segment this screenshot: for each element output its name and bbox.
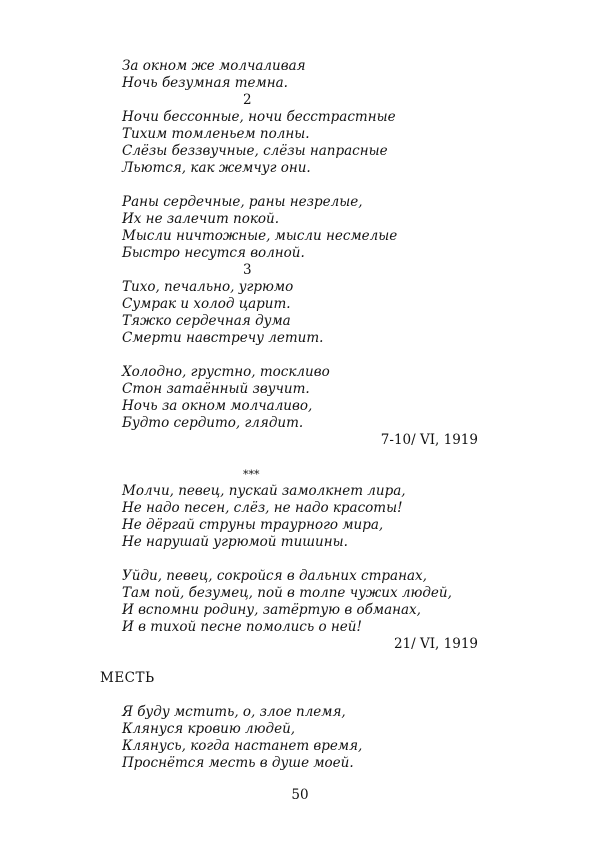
- verse-line: Смерти навстречу летит.: [122, 330, 324, 346]
- verse-line: Не надо песен, слёз, не надо красоты!: [122, 500, 403, 516]
- poem-date: 7-10/ VI, 1919: [380, 432, 478, 448]
- verse-line: Сумрак и холод царит.: [122, 296, 291, 312]
- section-number: 2: [243, 92, 252, 108]
- poem-title: МЕСТЬ: [100, 670, 155, 686]
- verse-line: Их не залечит покой.: [122, 211, 280, 227]
- verse-line: Слёзы беззвучные, слёзы напрасные: [122, 143, 388, 159]
- verse-line: Мысли ничтожные, мысли несмелые: [122, 228, 398, 244]
- verse-line: Молчи, певец, пускай замолкнет лира,: [122, 483, 406, 499]
- verse-line: Клянусь, когда настанет время,: [122, 738, 363, 754]
- poem-date: 21/ VI, 1919: [393, 636, 478, 652]
- verse-line: Тяжко сердечная дума: [122, 313, 291, 329]
- page-number: 50: [291, 787, 309, 803]
- verse-line: Ночь за окном молчаливо,: [122, 398, 313, 414]
- verse-line: Ночь безумная темна.: [122, 75, 288, 91]
- verse-line: Льются, как жемчуг они.: [122, 160, 311, 176]
- verse-line: Не дёргай струны траурного мира,: [122, 517, 384, 533]
- verse-line: Тихо, печально, угрюмо: [122, 279, 294, 295]
- verse-line: Будто сердито, глядит.: [122, 415, 304, 431]
- poem-separator: ***: [243, 468, 260, 481]
- verse-line: Там пой, безумец, пой в толпе чужих людей,: [122, 585, 452, 601]
- verse-line: Ночи бессонные, ночи бесстрастные: [122, 109, 396, 125]
- verse-line: Клянуся кровию людей,: [122, 721, 296, 737]
- verse-line: Быстро несутся волной.: [122, 245, 305, 261]
- verse-line: Не нарушай угрюмой тишины.: [122, 534, 348, 550]
- verse-line: Уйди, певец, сокройся в дальних странах,: [122, 568, 427, 584]
- verse-line: Раны сердечные, раны незрелые,: [122, 194, 363, 210]
- verse-line: И вспомни родину, затёртую в обманах,: [122, 602, 421, 618]
- verse-line: Стон затаённый звучит.: [122, 381, 310, 397]
- verse-line: Тихим томленьем полны.: [122, 126, 310, 142]
- verse-line: Холодно, грустно, тоскливо: [122, 364, 330, 380]
- verse-line: Проснётся месть в душе моей.: [122, 755, 354, 771]
- verse-line: Я буду мстить, о, злое племя,: [122, 704, 346, 720]
- section-number: 3: [243, 262, 252, 278]
- verse-line: И в тихой песне помолись о ней!: [122, 619, 362, 635]
- verse-line: За окном же молчаливая: [122, 58, 306, 74]
